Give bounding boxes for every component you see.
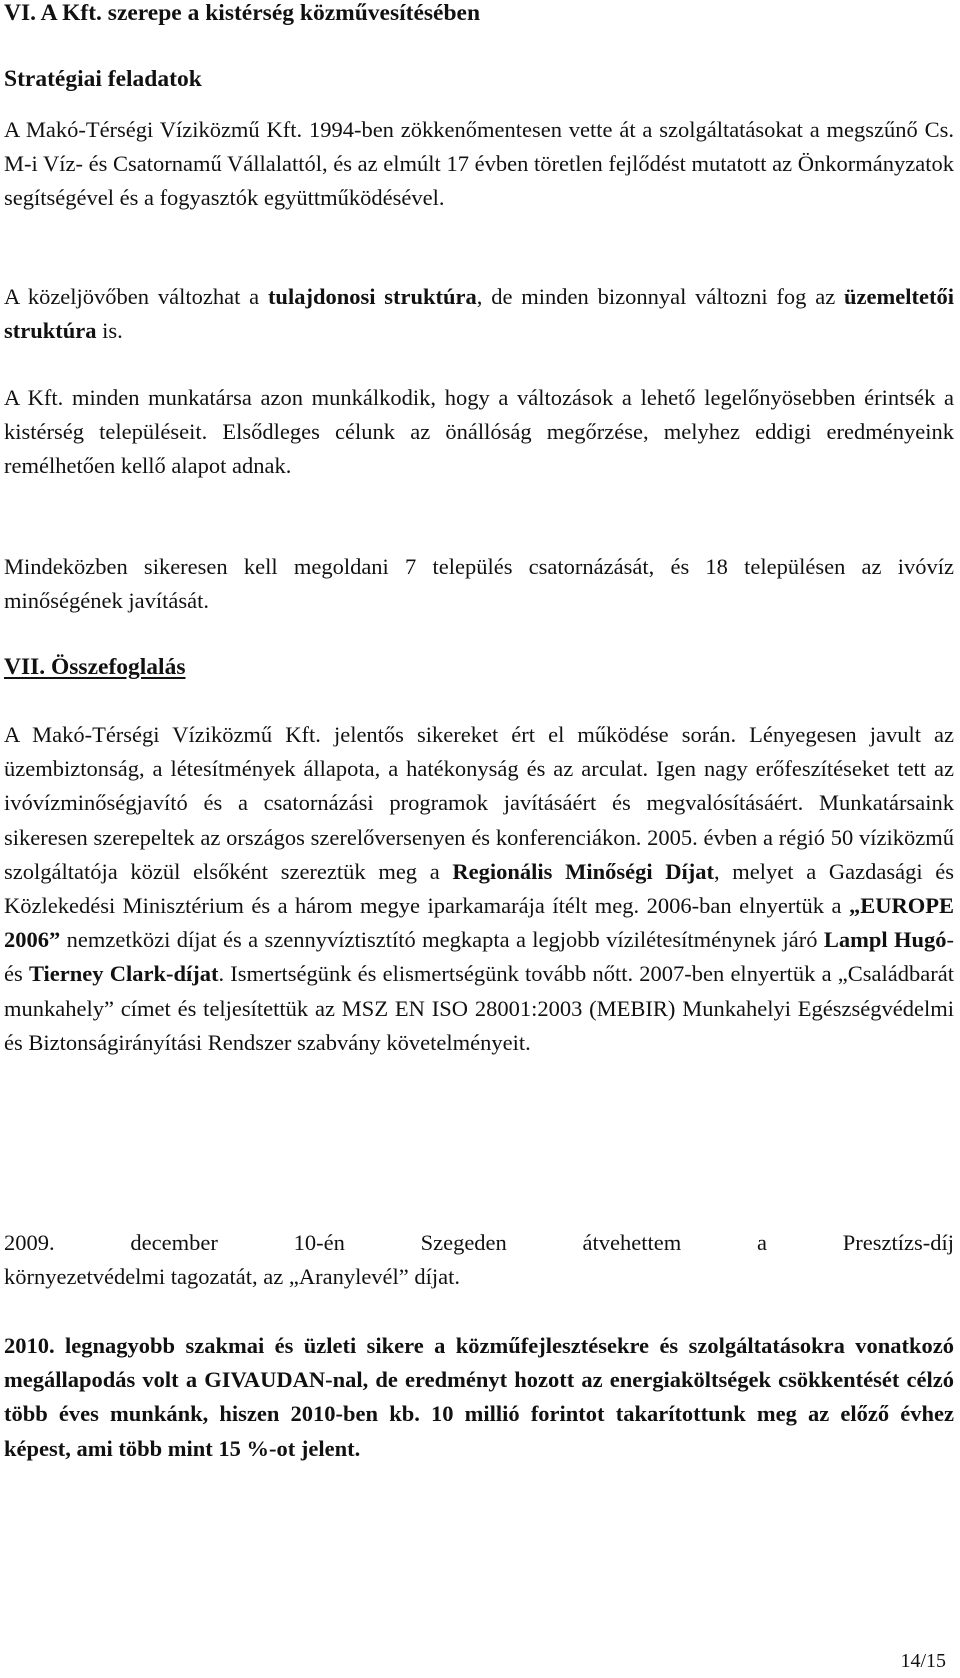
section-7-paragraph-2-line-1: 2009. december 10-én Szegeden átvehettem a Presztízs-díj: [4, 1230, 954, 1255]
operator-structure-emphasis: üzemeltetői struktúra: [4, 284, 954, 344]
section-7-heading: VII. Összefoglalás: [4, 654, 186, 680]
section-6-paragraph-4: Mindeközben sikeresen kell megoldani 7 település csatornázását, és 18 településen az ivóvíz minőségének javítását.: [4, 554, 954, 614]
regional-quality-award: Regionális Minőségi Díjat: [452, 858, 714, 884]
section-7-paragraph-3: 2010. legnagyobb szakmai és üzleti sikere a közműfejlesztésekre és szolgáltatásokra vonatkozó megállapodás volt a GIVAUDAN-nal, de eredményt hozott az energiaköltségek csökkentését célzó több éves munkánk, hiszen 2010-ben kb. 10 millió forintot takarítottunk meg az előző évhez képest, ami több mint 15 %-ot jelent.: [4, 1333, 954, 1461]
strategic-tasks-subheading: Stratégiai feladatok: [4, 66, 202, 92]
ownership-structure-emphasis: tulajdonosi struktúra: [267, 284, 477, 309]
section-7-paragraph-2-line-2: környezetvédelmi tagozatát, az „Aranylevél” díjat.: [4, 1264, 461, 1289]
section-7-paragraph-1: A Makó-Térségi Víziközmű Kft. jelentős sikereket ért el működése során. Lényegesen javult az üzembiztonság, a létesítmények állapota, a hatékonyság és az arculat. Igen nagy erőfeszítéseket tett az ivóvízminőségjavító és a csatornázási programok javításáért és megvalósításáért. Munkatársaink sikeresen szerepeltek az országos szerelőversenyen és konferenciákon. 2005. évben a régió 50 víziközmű szolgáltatója közül elsőként szereztük meg a Regionális Minőségi Díjat, melyet a Gazdasági és Közlekedési Minisztérium és a három megye iparkamarája ítélt meg. 2006-ban elnyertük a „EUROPE 2006” nemzetközi díjat és a szennyvíztisztító megkapta a legjobb vízilétesítménynek járó Lampl Hugó- és Tierney Clark-díjat. Ismertségünk és elismertségünk tovább nőtt. 2007-ben elnyertük a „Családbarát munkahely” címet és teljesítettük az MSZ EN ISO 28001:2003 (MEBIR) Munkahelyi Egészségvédelmi és Biztonságirányítási Rendszer szabvány követelményeit.: [4, 722, 954, 1055]
section-6-paragraph-2: A közeljövőben változhat a tulajdonosi struktúra, de minden bizonnyal változni fog az üzemeltetői struktúra is.: [4, 284, 954, 344]
section-6-paragraph-3: A Kft. minden munkatársa azon munkálkodik, hogy a változások a lehető legelőnyösebben érintsék a kistérség településeit. Elsődleges célunk az önállóság megőrzése, melyhez eddigi eredményeink remélhetően kellő alapot adnak.: [4, 385, 954, 479]
europe-2006-award: „EUROPE 2006”: [4, 893, 954, 953]
lampl-hugo-award: Lampl Hugó: [823, 927, 947, 953]
section-6-heading: VI. A Kft. szerepe a kistérség közművesítésében: [4, 0, 481, 26]
tierney-clark-award: Tierney Clark-díjat: [28, 961, 219, 987]
section-6-paragraph-1: A Makó-Térségi Víziközmű Kft. 1994-ben zökkenőmentesen vette át a szolgáltatásokat a megszűnő Cs. M-i Víz- és Csatornamű Vállalattól, és az elmúlt 17 évben töretlen fejlődést mutatott az Önkormányzatok segítségével és a fogyasztók együttműködésével.: [4, 117, 954, 211]
page-number: 14/15: [900, 1650, 946, 1672]
